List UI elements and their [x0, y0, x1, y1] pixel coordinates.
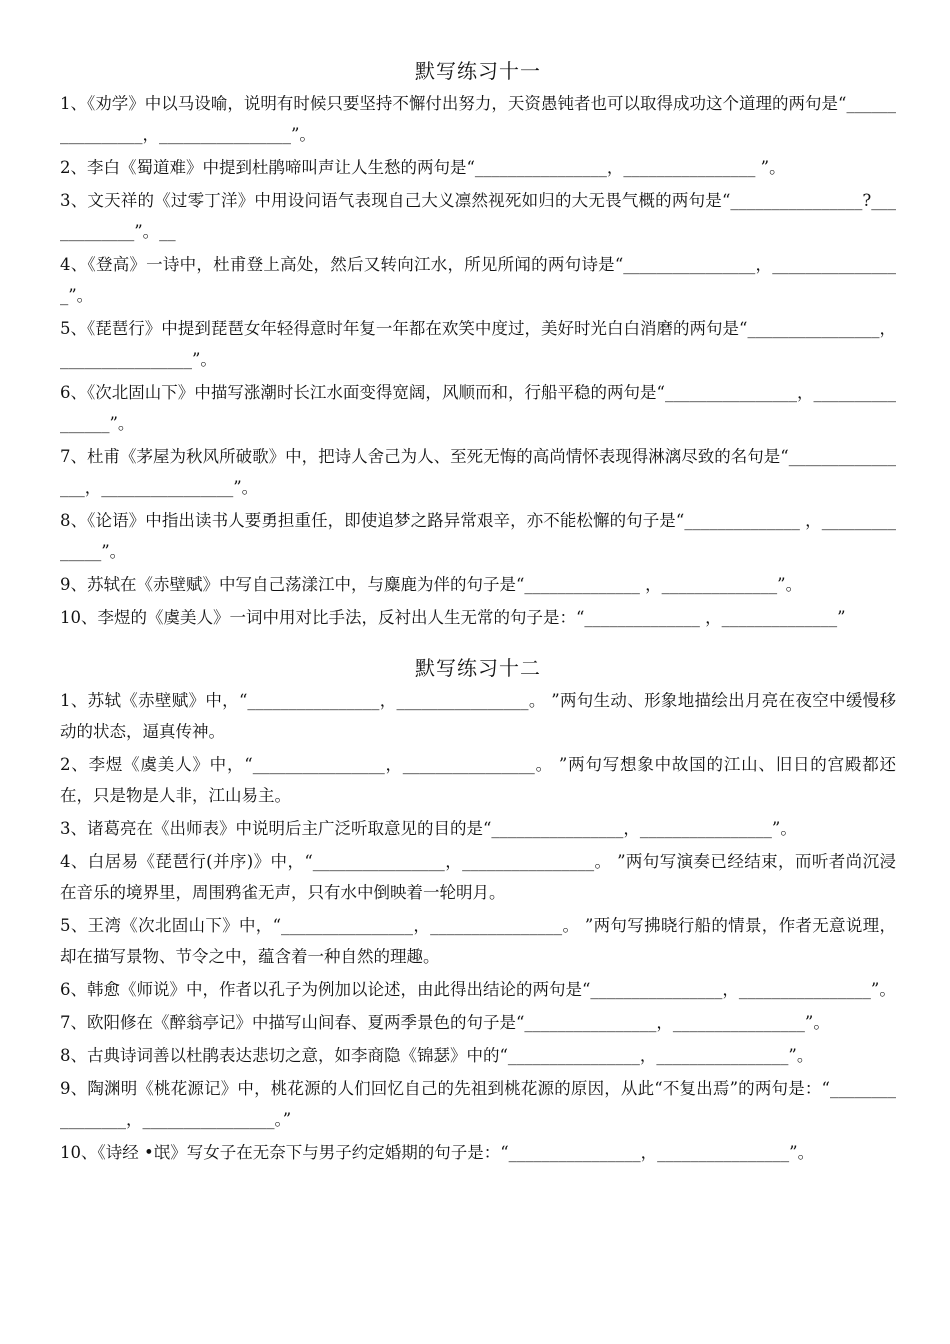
question-5: 5、王湾《次北固山下》中，“________________，________________。 ”两句写拂晓行船的情景，作者无意说理，却在描写景物、节令之中，蕴含着一种自然的理趣。	[60, 916, 896, 966]
question-10: 10、《诗经 •氓》写女子在无奈下与男子约定婚期的句子是：“________________，________________”。	[60, 1143, 815, 1162]
question-1: 1、《劝学》中以马设喻，说明有时候只要坚持不懈付出努力，天资愚钝者也可以取得成功这个道理的两句是“________________，________________”。	[60, 94, 896, 144]
question-5: 5、《琵琶行》中提到琵琶女年轻得意时年复一年都在欢笑中度过，美好时光白白消磨的两句是“________________，________________”。	[60, 319, 896, 369]
question-2: 2、李煜《虞美人》中，“________________，________________。 ”两句写想象中故国的江山、旧日的宫殿都还在，只是物是人非，江山易主。	[60, 755, 896, 805]
question-3: 3、诸葛亮在《出师表》中说明后主广泛听取意见的目的是“________________，________________”。	[60, 819, 797, 838]
question-7: 7、欧阳修在《醉翁亭记》中描写山间春、夏两季景色的句子是“________________，________________”。	[60, 1013, 830, 1032]
question-8: 8、《论语》中指出读书人要勇担重任，即使追梦之路异常艰辛，亦不能松懈的句子是“______________ ，______________”。	[60, 511, 896, 561]
question-7: 7、杜甫《茅屋为秋风所破歌》中，把诗人舍己为人、至死无悔的高尚情怀表现得淋漓尽致的名句是“________________，________________”。	[60, 447, 896, 497]
question-8: 8、古典诗词善以杜鹃表达悲切之意，如李商隐《锦瑟》中的“________________，________________”。	[60, 1046, 814, 1065]
question-9: 9、苏轼在《赤壁赋》中写自己荡漾江中，与麋鹿为伴的句子是“______________ ，______________”。	[60, 575, 803, 594]
question-2: 2、李白《蜀道难》中提到杜鹃啼叫声让人生愁的两句是“________________，________________ ”。	[60, 158, 786, 177]
question-6: 6、韩愈《师说》中，作者以孔子为例加以论述，由此得出结论的两句是“________________，________________”。	[60, 980, 896, 999]
section-12	[60, 653, 896, 1168]
question-1: 1、苏轼《赤壁赋》中，“________________，________________。 ”两句生动、形象地描绘出月亮在夜空中缓慢移动的状态，逼真传神。	[60, 691, 896, 741]
section-11	[60, 56, 896, 633]
question-4: 4、白居易《琵琶行(并序)》中，“________________，________________。 ”两句写演奏已经结束，而听者尚沉浸在音乐的境界里，周围鸦雀无声，只有水中倒映着一轮明月。	[60, 852, 896, 902]
question-3: 3、文天祥的《过零丁洋》中用设问语气表现自己大义凛然视死如归的大无畏气概的两句是“________________?____________”。__	[60, 191, 896, 241]
question-9: 9、陶渊明《桃花源记》中，桃花源的人们回忆自己的先祖到桃花源的原因，从此“不复出焉”的两句是：“________________，________________。”	[60, 1079, 896, 1129]
question-6: 6、《次北固山下》中描写涨潮时长江水面变得宽阔，风顺而和，行船平稳的两句是“________________，________________”。	[60, 383, 896, 433]
section-title: 默写练习十二	[415, 656, 541, 680]
question-4: 4、《登高》一诗中，杜甫登上高处，然后又转向江水，所见所闻的两句诗是“________________，________________”。	[60, 255, 896, 305]
question-10: 10、李煜的《虞美人》一词中用对比手法，反衬出人生无常的句子是：“______________ ，______________”	[60, 608, 846, 627]
worksheet-page	[60, 56, 896, 1170]
section-title: 默写练习十一	[415, 59, 541, 83]
